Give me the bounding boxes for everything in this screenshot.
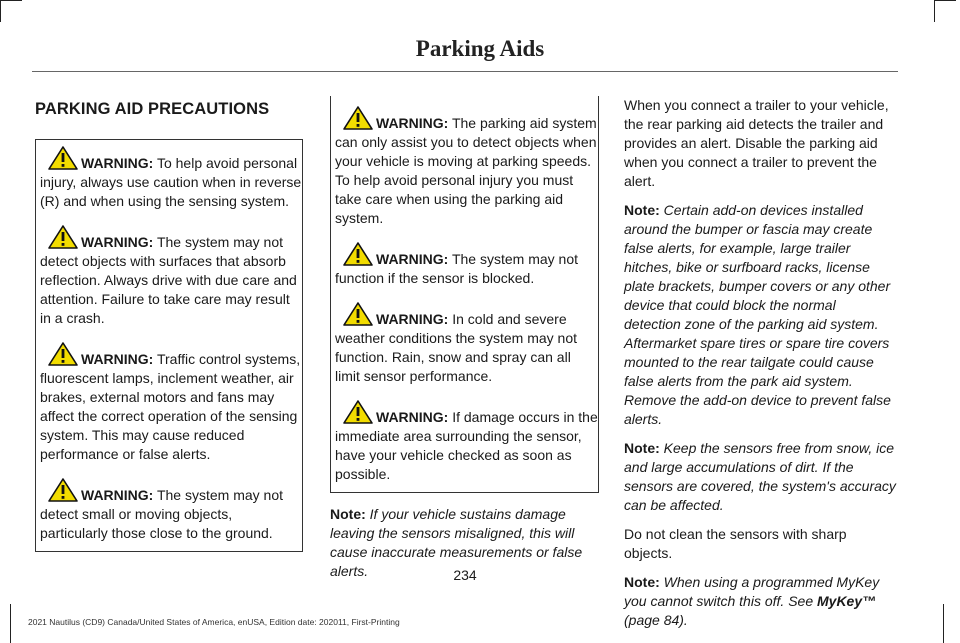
warning-text: If damage occurs in the immediate area surrounding the sensor, have your vehicle checked as soon as possible. (335, 409, 598, 482)
warning-item (335, 242, 598, 288)
warning-label: WARNING: (81, 155, 154, 171)
crop-mark (934, 0, 935, 22)
mykey-link[interactable]: MyKey™ (817, 593, 877, 609)
warning-text: In cold and severe weather conditions the system may not function. Rain, snow and spray can all limit sensor performance. (335, 311, 578, 384)
warning-item (335, 400, 598, 484)
warning-text: To help avoid personal injury, always use caution when in reverse (R) and when using the sensing system. (40, 155, 302, 209)
column-left (35, 96, 303, 552)
warning-item (335, 302, 598, 386)
warning-text: The system may not detect small or moving objects, particularly those close to the ground. (40, 487, 284, 541)
note-label: Note: (624, 440, 660, 456)
note-text: If your vehicle sustains damage leaving the sensors misaligned, this will cause inaccurate measurements or false alerts. (330, 506, 583, 579)
trailer-paragraph: When you connect a trailer to your vehicle, the rear parking aid detects the trailer and provides an alert. Disable the parking aid when you connect a trailer to prevent the alert. (624, 97, 889, 189)
page-title: Parking Aids (415, 36, 545, 61)
warning-item (40, 225, 302, 328)
note-text: When using a programmed MyKey you cannot switch this off. See (624, 574, 880, 609)
crop-mark (10, 604, 11, 643)
crop-mark (0, 0, 22, 1)
header-divider (32, 71, 898, 72)
warning-box (35, 139, 303, 552)
warning-box (330, 96, 599, 493)
note-label: Note: (624, 574, 660, 590)
note-paragraph (624, 439, 896, 515)
warning-item (40, 478, 302, 543)
warning-triangle-icon (48, 478, 78, 502)
warning-triangle-icon (343, 400, 373, 424)
note-text: Certain add-on devices installed around the bumper or fascia may create false alerts, for example, large trailer hitches, bike or surfboard racks, license plate brackets, bumper covers or any other device that could block the normal detection zone of the parking aid system. Aftermarket spare tires or spare tire covers mounted to the rear tailgate could cause false alerts from the park aid system. Remove the add-on device to prevent false alerts. (624, 202, 891, 427)
note-text: Keep the sensors free from snow, ice and large accumulations of dirt. If the sensors are covered, the system's accuracy can be affected. (624, 440, 896, 513)
warning-triangle-icon (48, 342, 78, 366)
warning-item (335, 106, 598, 228)
warning-triangle-icon (343, 302, 373, 326)
warning-triangle-icon (343, 242, 373, 266)
note-paragraph (624, 201, 896, 429)
crop-mark (0, 0, 1, 22)
crop-mark (934, 0, 956, 1)
warning-triangle-icon (343, 106, 373, 130)
warning-item (40, 342, 302, 464)
warning-label: WARNING: (376, 409, 449, 425)
warning-text: The parking aid system can only assist you to detect objects when your vehicle is moving at parking speeds. To help avoid personal injury you must take care when using the parking aid system. (335, 115, 597, 226)
warning-triangle-icon (48, 146, 78, 170)
warning-text: Traffic control systems, fluorescent lamps, inclement weather, air brakes, external motors and fans may affect the correct operation of the sensing system. This may cause reduced performance or false alerts. (40, 351, 301, 462)
cleaning-paragraph: Do not clean the sensors with sharp objects. (624, 526, 847, 561)
note-label: Note: (624, 202, 660, 218)
warning-triangle-icon (48, 225, 78, 249)
warning-label: WARNING: (81, 234, 154, 250)
warning-text: The system may not function if the sensor is blocked. (335, 251, 579, 286)
warning-label: WARNING: (376, 311, 449, 327)
warning-label: WARNING: (81, 487, 154, 503)
column-right (624, 96, 896, 640)
crop-mark (943, 604, 944, 643)
warning-item (40, 146, 302, 211)
page-reference: (page 84). (624, 612, 688, 628)
page-number: 234 (453, 567, 477, 583)
column-middle (330, 96, 599, 591)
warning-text: The system may not detect objects with surfaces that absorb reflection. Always drive with due care and attention. Failure to take care may result in a crash. (40, 234, 297, 326)
warning-label: WARNING: (376, 251, 449, 267)
note-label: Note: (330, 506, 366, 522)
section-title: PARKING AID PRECAUTIONS (35, 100, 270, 118)
warning-label: WARNING: (81, 351, 154, 367)
warning-label: WARNING: (376, 115, 449, 131)
footer-edition: 2021 Nautilus (CD9) Canada/United States of America, enUSA, Edition date: 202011, First-Printing (28, 617, 400, 627)
